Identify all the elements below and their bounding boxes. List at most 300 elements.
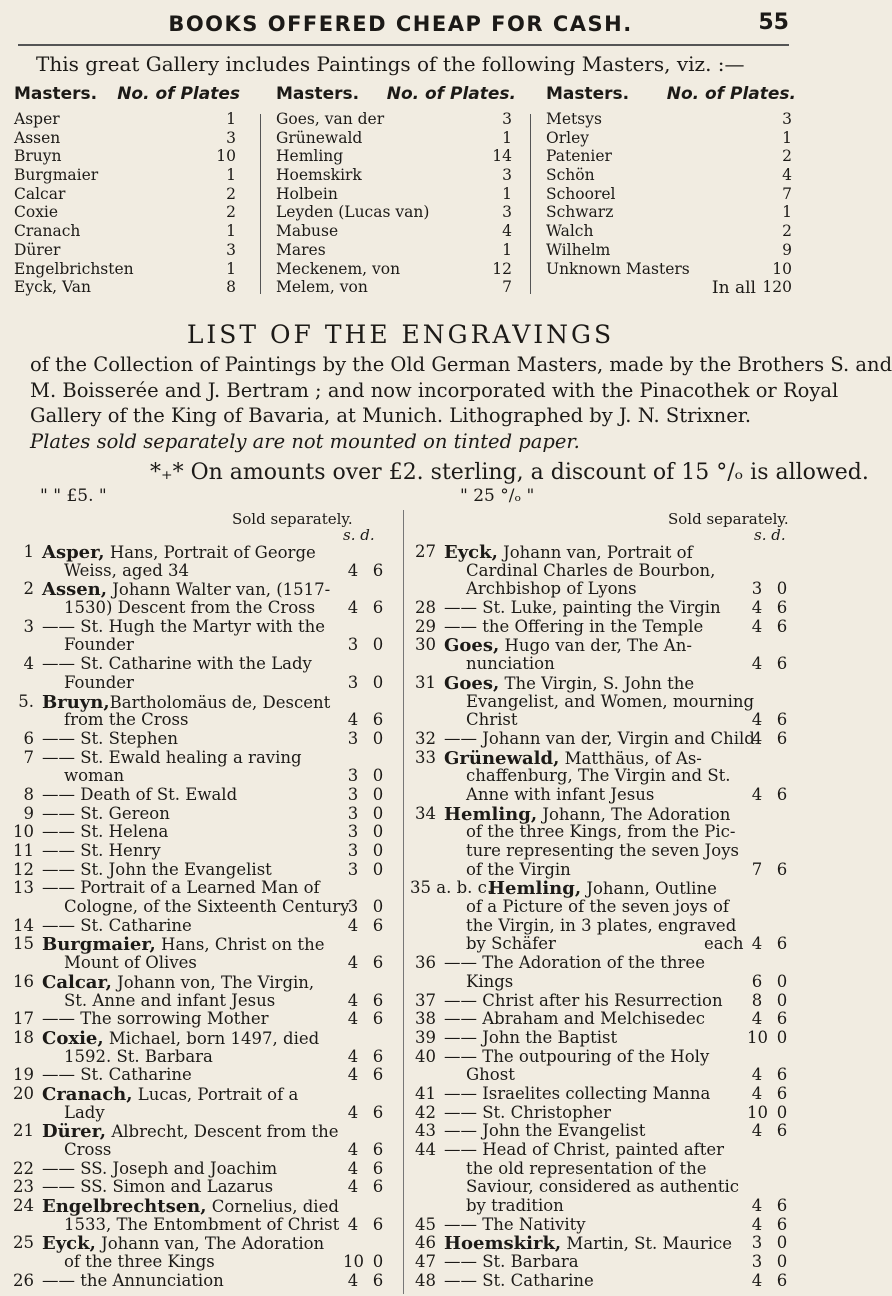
masters-column — [276, 84, 516, 302]
price-pence: 6 — [372, 1046, 384, 1066]
catalogue-entry-line — [8, 1271, 400, 1290]
price-pence: 6 — [776, 710, 788, 730]
price-shillings: 4 — [347, 1270, 359, 1290]
price-shillings: 3 — [347, 822, 359, 842]
price-pence: 0 — [372, 897, 384, 917]
plates-heading: No. of Plates — [117, 84, 240, 104]
price-shillings: 3 — [347, 784, 359, 804]
entry-text: —— St. Catharine — [42, 1065, 192, 1085]
catalogue-entry-line — [410, 579, 798, 598]
master-name: Asper — [14, 110, 60, 128]
entry-text: Kings — [466, 971, 514, 991]
price-pence: 6 — [776, 859, 788, 879]
entry-text: of the three Kings — [64, 1252, 215, 1272]
running-title: BOOKS OFFERED CHEAP FOR CASH. — [168, 12, 633, 36]
entry-number: 27 — [415, 542, 436, 561]
plate-count: 1 — [782, 128, 792, 147]
price-shillings: 10 — [747, 1027, 768, 1047]
master-name: Unknown Masters — [546, 259, 690, 278]
masters-column-heading — [14, 84, 240, 110]
page-number: 55 — [758, 10, 789, 35]
price-shillings: 3 — [751, 579, 763, 599]
entry-text: —— Death of St. Ewald — [42, 784, 238, 804]
plate-count: 2 — [226, 184, 236, 203]
price-pence: 0 — [372, 728, 384, 748]
entry-number: 43 — [415, 1121, 436, 1141]
plate-count: 4 — [502, 222, 512, 241]
master-row — [546, 278, 796, 297]
entry-text: —— Christ after his Resurrection — [444, 990, 723, 1010]
masters-column — [546, 84, 796, 302]
artist-name: Hemling, — [444, 803, 538, 825]
price-pence: 6 — [776, 598, 788, 618]
entry-number: 25 — [13, 1233, 34, 1253]
artist-name: Hoemskirk, — [444, 1233, 562, 1255]
catalogue-entry-line — [410, 841, 798, 860]
catalogue-entry-line — [410, 785, 798, 804]
entry-text: Saviour, considered as authentic — [466, 1177, 740, 1197]
master-row — [276, 110, 516, 129]
master-row — [14, 203, 240, 222]
masters-divider — [260, 114, 261, 294]
entry-number: 24 — [13, 1196, 34, 1216]
entry-text: —— Abraham and Melchisedec — [444, 1009, 705, 1029]
price-shillings: 7 — [751, 859, 763, 879]
catalogue-entry-line — [410, 1065, 798, 1084]
artist-name: Goes, — [444, 635, 500, 657]
master-row — [276, 203, 516, 222]
entry-number: 6 — [23, 728, 34, 748]
entry-number: 36 — [415, 953, 436, 973]
sd-header-left: s. d. — [343, 526, 375, 544]
master-row — [14, 110, 240, 129]
price-shillings: 4 — [751, 654, 763, 674]
plate-count: 3 — [502, 203, 512, 222]
master-row — [546, 166, 796, 185]
master-name: Patenier — [546, 147, 612, 166]
catalogue-entry-line — [8, 542, 400, 561]
master-name: Schoorel — [546, 184, 616, 203]
price-pence: 6 — [776, 1270, 788, 1290]
catalogue-entry-line — [8, 972, 400, 991]
entry-text: Founder — [64, 672, 134, 692]
master-name: In all — [711, 278, 756, 299]
entry-text: Coxie, Michael, born 1497, died — [42, 1027, 320, 1049]
catalogue-entry-line — [8, 598, 400, 617]
master-name: Metsys — [546, 110, 602, 128]
catalogue-entry-line — [410, 1196, 798, 1215]
price-pence: 6 — [776, 934, 788, 954]
price-shillings: 4 — [347, 1158, 359, 1178]
plate-count: 14 — [492, 147, 512, 166]
entry-number: 20 — [13, 1083, 34, 1103]
catalogue-entry-line — [8, 748, 400, 767]
masters-heading: Masters. — [546, 84, 630, 104]
master-name: Grünewald — [276, 128, 363, 147]
master-row — [14, 278, 240, 297]
plate-count: 2 — [782, 222, 792, 241]
page-header — [0, 6, 801, 42]
master-row — [546, 147, 796, 166]
plate-count: 7 — [502, 278, 512, 297]
entry-number: 26 — [13, 1270, 34, 1290]
master-name: Orley — [546, 128, 590, 147]
plate-count: 3 — [502, 166, 512, 185]
price-pence: 6 — [372, 1102, 384, 1122]
catalogue-entry-line — [8, 934, 400, 956]
entry-number: 45 — [415, 1214, 436, 1234]
price-pence: 6 — [776, 784, 788, 804]
entry-number: 15 — [13, 934, 34, 954]
price-pence: 0 — [776, 990, 788, 1010]
entry-text: Mount of Olives — [64, 953, 197, 973]
master-name: Wilhelm — [546, 240, 611, 259]
entry-text: —— John the Baptist — [444, 1027, 618, 1047]
plate-count: 3 — [502, 110, 512, 128]
entry-number: 11 — [13, 841, 34, 860]
master-name: Walch — [546, 222, 594, 241]
plate-count: 1 — [502, 184, 512, 203]
price-shillings: 4 — [751, 598, 763, 618]
entry-text: of the three Kings, from the Pic- — [466, 822, 736, 842]
price-pence: 0 — [372, 803, 384, 823]
plate-count: 8 — [226, 278, 236, 297]
price-shillings: 4 — [347, 560, 359, 580]
plate-count: 1 — [226, 222, 236, 241]
master-row — [14, 147, 240, 166]
catalogue-entry-line — [410, 1140, 798, 1159]
catalogue-entry-line — [410, 1271, 798, 1290]
entry-text: 1533, The Entombment of Christ — [64, 1214, 340, 1234]
price-shillings: 4 — [347, 1177, 359, 1197]
catalogue-entry-line — [8, 1009, 400, 1028]
master-row — [546, 129, 796, 148]
entry-text: Evangelist, and Women, mourning — [466, 691, 755, 711]
master-name: Dürer — [14, 240, 61, 259]
master-name: Hemling — [276, 147, 344, 166]
master-name: Bruyn — [14, 147, 62, 166]
master-row — [276, 129, 516, 148]
catalogue-entry-line — [410, 654, 798, 673]
masters-column-heading — [276, 84, 516, 110]
entry-number: 42 — [415, 1102, 436, 1122]
entry-text: —— St. Catharine — [444, 1270, 594, 1290]
plates-heading: No. of Plates. — [666, 84, 796, 104]
price-pence: 6 — [776, 1083, 788, 1103]
artist-name: Hemling, — [488, 878, 582, 900]
price-shillings: 4 — [751, 1270, 763, 1290]
entry-text: —— St. Catharine with the Lady — [42, 654, 312, 674]
entry-text: —— SS. Joseph and Joachim — [42, 1158, 278, 1178]
entry-text: —— The Nativity — [444, 1214, 586, 1234]
plate-count: 10 — [772, 259, 792, 278]
entry-text: St. Anne and infant Jesus — [64, 990, 276, 1010]
catalogue-entry-line — [410, 972, 798, 991]
price-shillings: 3 — [751, 1233, 763, 1253]
entry-text: —— St. Christopher — [444, 1102, 611, 1122]
discount-note: *₊* On amounts over £2. sterling, a discount of 15 °/ₒ is allowed. — [150, 460, 869, 485]
catalogue-entry-line — [8, 991, 400, 1010]
catalogue-entry-line — [410, 561, 798, 580]
entry-text: nunciation — [466, 654, 555, 674]
price-shillings: 4 — [347, 1009, 359, 1029]
price-pence: 6 — [372, 598, 384, 618]
entry-text: Eyck, Johann van, Portrait of — [444, 542, 693, 563]
catalogue-entry-line — [8, 1028, 400, 1047]
entry-text: Cardinal Charles de Bourbon, — [466, 560, 716, 580]
entry-number: 18 — [13, 1027, 34, 1047]
price-pence: 6 — [372, 1140, 384, 1159]
price-pence: 6 — [372, 560, 384, 580]
entry-text: by tradition — [466, 1196, 564, 1216]
entry-number: 41 — [415, 1083, 436, 1103]
master-row — [276, 147, 516, 166]
catalogue-entry-line — [410, 1009, 798, 1028]
master-row — [546, 110, 796, 129]
entry-text: —— The sorrowing Mother — [42, 1009, 269, 1029]
price-shillings: 4 — [347, 710, 359, 730]
master-name: Eyck, Van — [14, 278, 91, 297]
plate-count: 4 — [782, 166, 792, 185]
entry-number: 48 — [415, 1270, 436, 1290]
artist-name: Dürer, — [42, 1121, 107, 1143]
master-row — [14, 222, 240, 241]
price-shillings: 4 — [347, 1214, 359, 1234]
price-pence: 6 — [372, 953, 384, 973]
master-row — [14, 129, 240, 148]
catalogue-entry-line — [410, 860, 798, 879]
entry-text: of the Virgin — [466, 859, 571, 879]
entry-number: 13 — [13, 878, 34, 898]
entry-number: 7 — [23, 747, 34, 767]
price-pence: 0 — [776, 579, 788, 599]
entry-text: woman — [64, 766, 125, 786]
artist-name: Eyck, — [42, 1233, 96, 1255]
entry-number: 33 — [415, 747, 436, 767]
master-row — [546, 203, 796, 222]
catalogue-entry-line — [8, 953, 400, 972]
masters-heading: Masters. — [276, 84, 360, 104]
master-row — [276, 185, 516, 204]
artist-name: Coxie, — [42, 1027, 104, 1049]
master-row — [276, 222, 516, 241]
sold-separately-left: Sold separately. — [232, 510, 353, 528]
master-name: Calcar — [14, 184, 66, 203]
master-row — [546, 222, 796, 241]
master-name: Cranach — [14, 222, 81, 241]
price-shillings: 4 — [751, 728, 763, 748]
masters-divider — [530, 114, 531, 294]
catalogue-entry-line — [8, 1215, 400, 1234]
entry-text: —— St. Gereon — [42, 803, 170, 823]
price-shillings: 4 — [751, 1083, 763, 1103]
price-pence: 6 — [372, 1177, 384, 1197]
price-shillings: 8 — [751, 990, 763, 1010]
entry-text: Archbishop of Lyons — [466, 579, 637, 599]
master-name: Leyden (Lucas van) — [276, 203, 430, 222]
master-name: Melem, von — [276, 278, 368, 297]
catalogue-entry-line — [410, 804, 798, 823]
price-shillings: 4 — [347, 1102, 359, 1122]
master-name: Goes, van der — [276, 110, 385, 128]
price-pence: 0 — [372, 766, 384, 786]
price-shillings: 4 — [751, 934, 763, 954]
each-label: each — [704, 934, 744, 954]
catalogue-entry-line — [410, 635, 798, 657]
artist-name: Bruyn, — [42, 691, 110, 713]
entry-text: —— Johann van der, Virgin and Child — [444, 728, 755, 748]
price-pence: 6 — [776, 1196, 788, 1216]
collection-description — [30, 352, 892, 454]
entry-number: 40 — [415, 1046, 436, 1066]
entry-text: from the Cross — [64, 710, 189, 730]
master-name: Meckenem, von — [276, 259, 401, 278]
price-pence: 0 — [776, 1027, 788, 1047]
catalogue-entry-line — [410, 1159, 798, 1178]
price-shillings: 4 — [347, 915, 359, 935]
discount-ditto-left: " " £5. " — [40, 486, 107, 506]
master-row — [276, 166, 516, 185]
catalogue-entry-line — [410, 878, 798, 900]
price-pence: 6 — [776, 1009, 788, 1029]
plate-count: 9 — [782, 240, 792, 259]
entry-text: Founder — [64, 635, 134, 655]
entry-text: Dürer, Albrecht, Descent from the — [42, 1121, 339, 1143]
catalogue-entry-line — [410, 916, 798, 935]
price-pence: 6 — [776, 728, 788, 748]
masters-table — [14, 84, 796, 302]
catalogue-entry-line — [410, 542, 798, 561]
catalogue-entry-line — [8, 1065, 400, 1084]
plate-count: 1 — [226, 259, 236, 278]
description-note: Plates sold separately are not mounted on tinted paper. — [30, 429, 580, 453]
catalogue-entry-line — [8, 579, 400, 601]
artist-name: Cranach, — [42, 1083, 133, 1105]
catalogue-entry-line — [8, 1121, 400, 1143]
price-shillings: 3 — [347, 859, 359, 879]
plate-count: 1 — [502, 128, 512, 147]
catalogue-entry-line — [8, 729, 400, 748]
price-shillings: 3 — [347, 841, 359, 860]
price-shillings: 4 — [751, 1121, 763, 1141]
entry-number: 2 — [23, 579, 34, 599]
catalogue-entry-line — [8, 617, 400, 636]
entry-number: 17 — [13, 1009, 34, 1029]
master-row — [546, 241, 796, 260]
price-pence: 0 — [372, 1252, 384, 1272]
price-shillings: 4 — [347, 1140, 359, 1159]
price-pence: 0 — [776, 1102, 788, 1122]
entry-number: 34 — [415, 803, 436, 823]
entry-number: 1 — [23, 542, 34, 561]
entry-text: Cross — [64, 1140, 112, 1159]
entry-text: —— St. Luke, painting the Virgin — [444, 598, 721, 618]
plate-count: 12 — [492, 259, 512, 278]
entry-text: Cranach, Lucas, Portrait of a — [42, 1083, 299, 1105]
master-row — [14, 260, 240, 279]
catalogue-entry-line — [8, 561, 400, 580]
entry-number: 28 — [415, 598, 436, 618]
price-shillings: 3 — [347, 897, 359, 917]
header-rule — [18, 44, 789, 46]
artist-name: Asper, — [42, 542, 105, 563]
price-shillings: 3 — [347, 766, 359, 786]
catalogue-entry-line — [410, 1215, 798, 1234]
catalogue-entry-line — [410, 598, 798, 617]
catalogue-entry-line — [410, 1028, 798, 1047]
entry-number: 9 — [23, 803, 34, 823]
plate-count: 10 — [216, 147, 236, 166]
plate-count: 1 — [226, 110, 236, 128]
entry-text: —— Head of Christ, painted after — [444, 1140, 725, 1159]
plate-count: 1 — [502, 240, 512, 259]
master-name: Assen — [14, 128, 61, 147]
price-shillings: 4 — [751, 710, 763, 730]
artist-name: Assen, — [42, 579, 108, 601]
plate-count: 7 — [782, 184, 792, 203]
catalogue-entry-line — [410, 617, 798, 636]
entry-text: —— SS. Simon and Lazarus — [42, 1177, 274, 1197]
plate-count: 1 — [782, 203, 792, 222]
price-shillings: 4 — [347, 953, 359, 973]
catalogue-entry-line — [8, 804, 400, 823]
master-row — [14, 166, 240, 185]
price-pence: 6 — [776, 1121, 788, 1141]
entry-text: Goes, Hugo van der, The An- — [444, 635, 692, 657]
entry-text: —— The Adoration of the three — [444, 953, 705, 973]
plate-count: 1 — [226, 166, 236, 185]
catalogue-entry-line — [8, 785, 400, 804]
price-pence: 0 — [372, 635, 384, 655]
catalogue-entry-line — [8, 1233, 400, 1255]
entry-text: —— Portrait of a Learned Man of — [42, 878, 320, 898]
entry-number: 21 — [13, 1121, 34, 1141]
entry-number: 12 — [13, 859, 34, 879]
intro-line: This great Gallery includes Paintings of the following Masters, viz. :— — [36, 52, 745, 76]
catalogue-entry-line — [8, 822, 400, 841]
entry-number: 5. — [18, 691, 34, 711]
price-pence: 6 — [776, 1214, 788, 1234]
discount-ditto-right: " 25 °/ₒ " — [460, 486, 535, 506]
price-pence: 0 — [776, 971, 788, 991]
price-shillings: 3 — [347, 635, 359, 655]
catalogue-entry-line — [8, 635, 400, 654]
right-entries — [410, 542, 798, 1290]
entry-number: 8 — [23, 784, 34, 804]
catalogue-entry-line — [410, 1103, 798, 1122]
entry-text: Grünewald, Matthäus, of As- — [444, 747, 702, 769]
artist-name: Eyck, — [444, 542, 498, 563]
entry-text: —— St. Hugh the Martyr with the — [42, 616, 326, 636]
description-line: M. Boisserée and J. Bertram ; and now incorporated with the Pinacothek or Royal — [30, 378, 839, 402]
entry-number: 4 — [23, 654, 34, 674]
entry-text: Calcar, Johann von, The Virgin, — [42, 971, 315, 993]
catalogue-entry-line — [410, 822, 798, 841]
entry-number: 22 — [13, 1158, 34, 1178]
entry-text: chaffenburg, The Virgin and St. — [466, 766, 731, 786]
master-row — [276, 260, 516, 279]
entry-number: 10 — [13, 822, 34, 842]
entry-number: 3 — [23, 616, 34, 636]
plate-count: 2 — [782, 147, 792, 166]
list-title: LIST OF THE ENGRAVINGS — [186, 320, 615, 349]
entry-text: —— John the Evangelist — [444, 1121, 646, 1141]
masters-column — [14, 84, 240, 302]
price-pence: 0 — [372, 784, 384, 804]
price-pence: 6 — [372, 710, 384, 730]
price-shillings: 4 — [751, 616, 763, 636]
entry-text: —— St. Barbara — [444, 1252, 579, 1272]
